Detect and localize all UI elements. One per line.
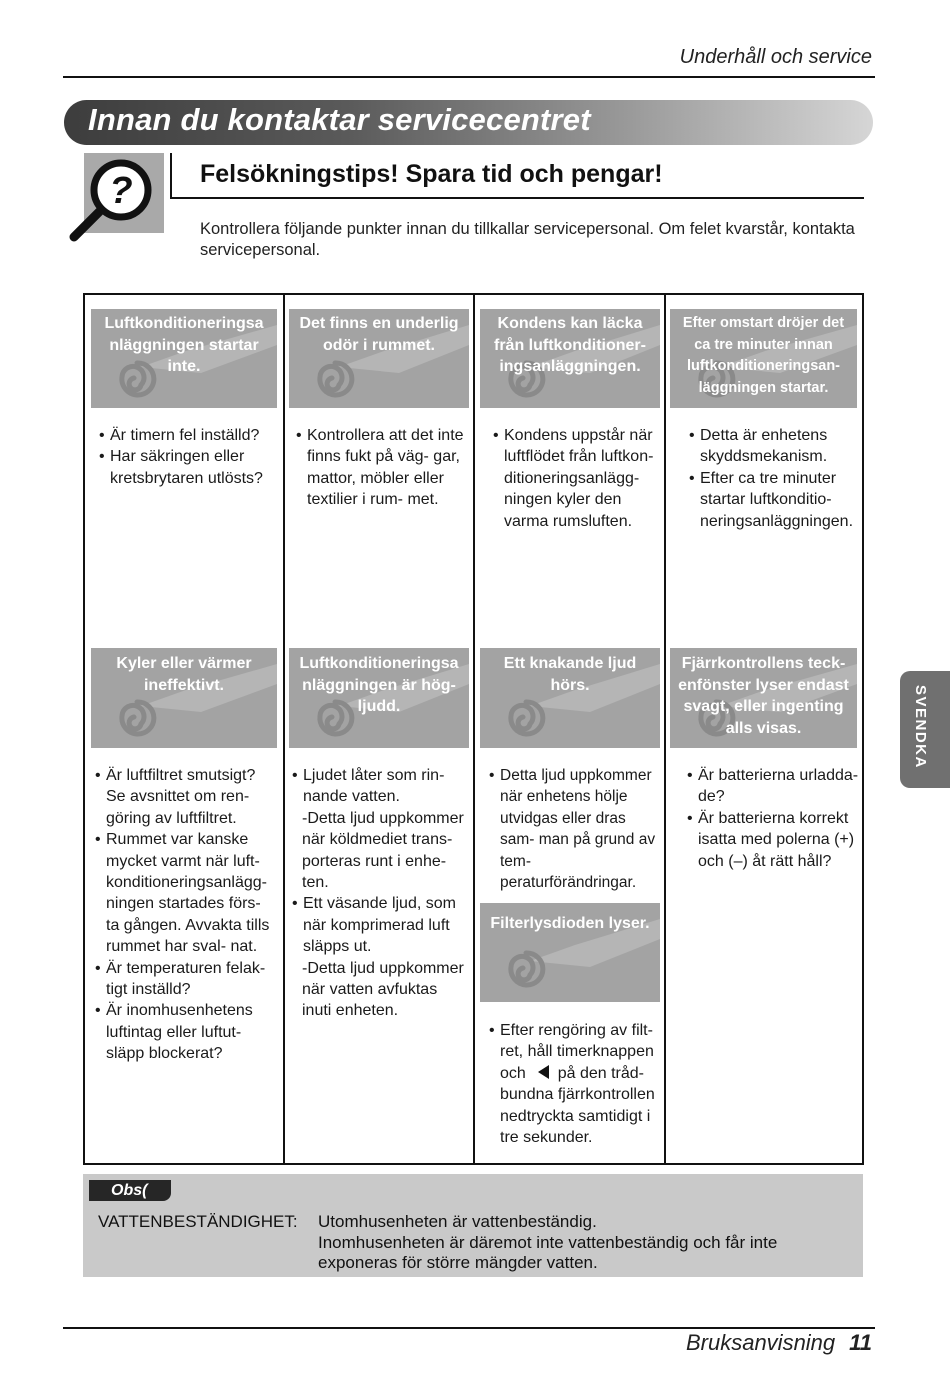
swirl-icon [506, 698, 546, 738]
symptom-card [480, 903, 660, 1002]
swirl-icon [117, 698, 157, 738]
symptom-card [289, 309, 469, 408]
symptom-title: Kyler eller värmer ineffektivt. [116, 655, 252, 694]
footer [686, 1330, 872, 1356]
language-tab [900, 671, 950, 788]
symptom-card [670, 309, 857, 408]
bottom-divider [63, 1327, 875, 1329]
tips-heading: Felsökningstips! Spara tid och pengar! [200, 160, 663, 188]
cause-explanation: -Detta ljud uppkommer när köldmediet trans- porteras runt i enhe- ten. [302, 809, 464, 892]
cause-explanation: -Detta ljud uppkommer när vatten avfuktas inuti enheten. [302, 959, 464, 1020]
symptom-title: Det finns en underlig odör i rummet. [299, 315, 459, 354]
page-number: 11 [849, 1330, 872, 1355]
symptom-title: Luftkonditioneringsa nläggningen är hög- ljudd. [299, 655, 459, 715]
cause-text: på den tråd- bundna fjärrkontrollen nedtryckta samtidigt i tre sekunder. [500, 1064, 655, 1147]
intro-paragraph: Kontrollera följande punkter innan du tillkallar servicepersonal. Om felet kvarstår, kontakta servicepersonal. [200, 220, 855, 259]
svg-text:?: ? [109, 170, 133, 212]
cause-list [296, 425, 468, 511]
cause-item: • Rummet var kanske mycket varmt när luft- konditioneringsanlägg- ningen startades förs- ta gången. Avvakta tills rummet har sval- nat. [95, 829, 277, 957]
column-divider [473, 295, 475, 1163]
tips-divider [170, 197, 864, 199]
cause-list [99, 425, 277, 489]
cause-item: • Detta är enhetens skyddsmekanism. [689, 425, 861, 468]
cause-item: • Ljudet låter som rin- nande vatten. [292, 765, 470, 808]
symptom-card [480, 309, 660, 408]
cause-item: • Efter ca tre minuter startar luftkonditio- neringsanläggningen. [689, 468, 861, 532]
symptom-card [670, 648, 857, 748]
note-tag: Obs( [89, 1180, 171, 1201]
magnifier-question-icon [66, 153, 166, 245]
cause-item: • Ett väsande ljud, som när komprimerad luft släpps ut. [292, 893, 470, 957]
cause-item: • Kontrollera att det inte finns fukt på väg- gar, mattor, möbler eller textilier i rum- met. [296, 425, 468, 511]
symptom-title: Luftkonditioneringsa nläggningen startar inte. [104, 315, 264, 375]
cause-list [95, 765, 277, 1065]
troubleshooting-grid [83, 293, 864, 1165]
cause-item: • Är batterierna urladda- de? [687, 765, 863, 808]
symptom-card [480, 648, 660, 748]
symptom-card [289, 648, 469, 748]
cause-item: • Är inomhusenhetens luftintag eller luftut- släpp blockerat? [95, 1000, 277, 1064]
swirl-icon [506, 949, 546, 989]
cause-list [489, 1020, 661, 1148]
cause-list [689, 425, 861, 532]
cause-item: • Är timern fel inställd? [99, 425, 277, 446]
note-line: Utomhusenheten är vattenbeständig. [318, 1212, 597, 1231]
cause-item: • Är temperaturen felak- tigt inställd? [95, 958, 277, 1001]
cause-item: • Är luftfiltret smutsigt? Se avsnittet om ren- göring av luftfiltret. [95, 765, 277, 829]
cause-list [687, 765, 863, 872]
symptom-card [91, 648, 277, 748]
swirl-icon [315, 359, 355, 399]
note-text [318, 1212, 838, 1274]
cause-list [493, 425, 660, 532]
left-arrow-icon [538, 1065, 549, 1079]
cause-item: • Har säkringen eller kretsbrytaren utlösts? [99, 446, 277, 489]
cause-list [489, 765, 661, 893]
title-banner [64, 100, 873, 145]
tips-vertical-rule [170, 153, 172, 199]
note-label: VATTENBESTÄNDIGHET: [98, 1212, 298, 1231]
cause-item: • Detta ljud uppkommer när enhetens hölje utvidgas eller dras sam- man på grund av tem- peraturförändringar. [489, 765, 661, 893]
cause-item [489, 1020, 661, 1148]
note-box [83, 1174, 863, 1277]
cause-list [292, 765, 470, 1022]
symptom-title: Kondens kan läcka från luftkonditioner- ingsanläggningen. [494, 315, 646, 375]
note-line: Inomhusenheten är däremot inte vattenbeständig och får inte exponeras för större mängder vatten. [318, 1232, 778, 1272]
symptom-title: Efter omstart dröjer det ca tre minuter innan luftkonditioneringsan- läggningen startar. [682, 315, 845, 396]
symptom-title: Fjärrkontrollens teck- enfönster lyser endast svagt, eller ingenting alls visas. [678, 655, 849, 737]
column-divider [283, 295, 285, 1163]
section-label: Underhåll och service [679, 46, 872, 68]
symptom-title: Filterlysdioden lyser. [490, 915, 650, 932]
cause-text: Efter rengöring av filt- ret, håll timerknappen och [500, 1022, 654, 1082]
column-divider [664, 295, 666, 1163]
language-tab-label: SVENDKA [912, 685, 929, 769]
footer-title: Bruksanvisning [685, 1330, 836, 1355]
cause-item: • Är batterierna korrekt isatta med polerna (+) och (–) åt rätt håll? [687, 808, 863, 872]
symptom-title: Ett knakande ljud hörs. [503, 655, 637, 694]
cause-item: • Kondens uppstår när luftflödet från luftkon- ditioneringsanlägg- ningen kyler den varma rumsluften. [493, 425, 660, 532]
symptom-card [91, 309, 277, 408]
top-divider [63, 76, 875, 78]
page-title: Innan du kontaktar servicecentret [88, 102, 591, 137]
